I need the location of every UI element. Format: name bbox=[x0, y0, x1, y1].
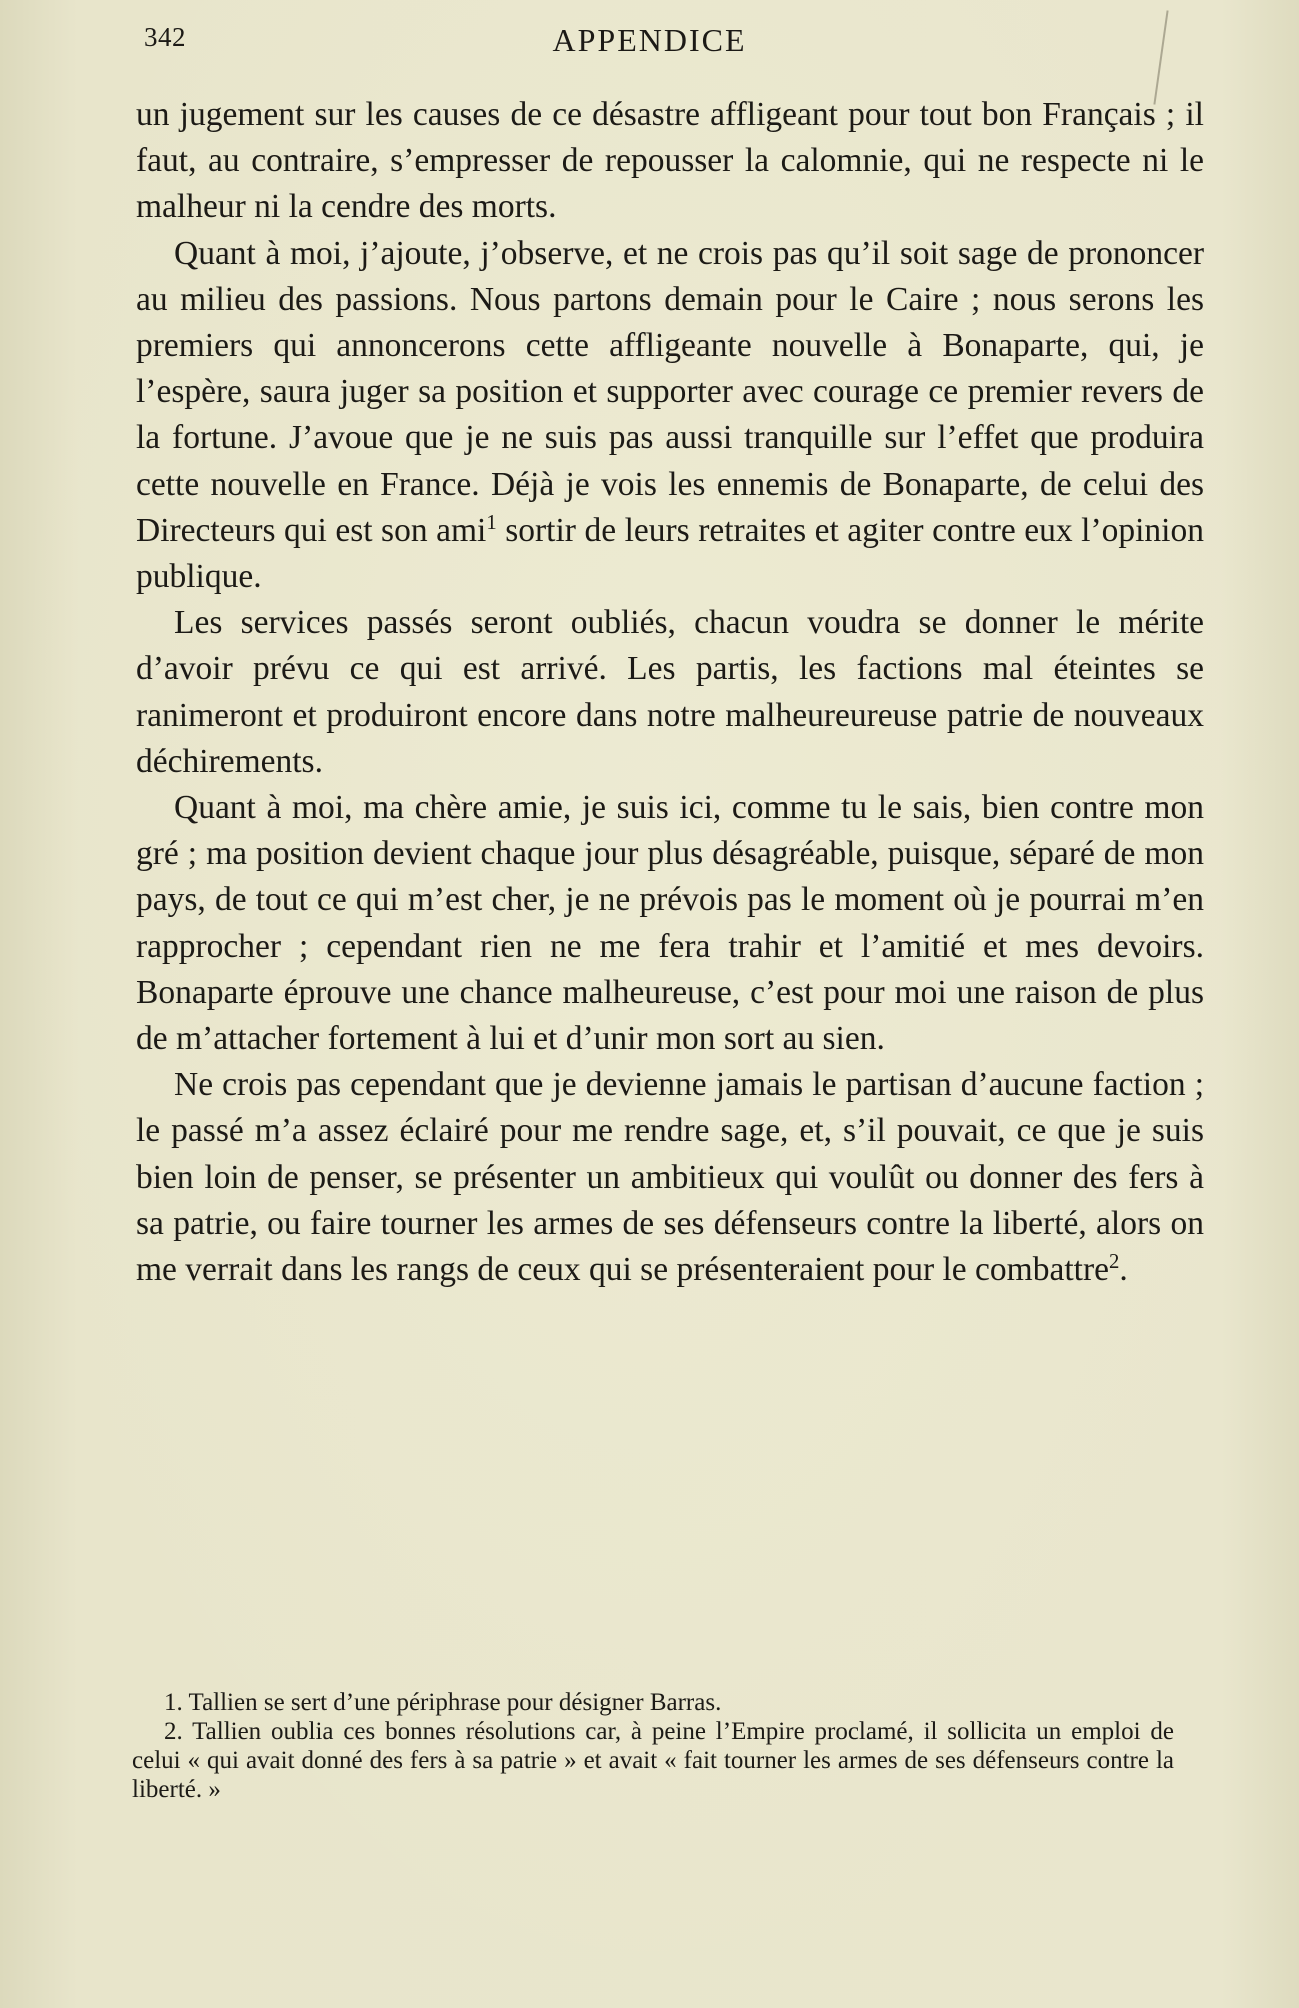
body-text bbox=[136, 92, 1204, 1293]
paragraph-2-text-a: Quant à moi, j’ajoute, j’observe, et ne crois pas qu’il soit sage de prononcer au milieu des passions. Nous partons demain pour le Caire ; nous serons les premiers qui annoncerons cette affligeante nouvelle à Bonaparte, qui, je l’espère, saura juger sa position et supporter avec courage ce premier revers de la fortune. J’avoue que je ne suis pas aussi tranquille sur l’effet que produira cette nouvelle en France. Déjà je vois les ennemis de Bonaparte, de celui des Directeurs qui est son ami bbox=[136, 234, 1204, 549]
footnote-1: 1. Tallien se sert d’une périphrase pour désigner Barras. bbox=[164, 1689, 722, 1716]
paragraph-4: Quant à moi, ma chère amie, je suis ici, comme tu le sais, bien contre mon gré ; ma position devient chaque jour plus désagréable, puisque, séparé de mon pays, de tout ce qui m’est cher, je ne prévois pas le moment où je pourrai m’en rapprocher ; cependant rien ne me fera trahir et l’amitié et mes devoirs. Bonaparte éprouve une chance malheureuse, c’est pour moi une raison de plus de m’attacher fortement à lui et d’unir mon sort au sien. bbox=[136, 789, 1204, 1058]
page-number: 342 bbox=[144, 22, 186, 52]
paragraph-2 bbox=[136, 231, 1204, 601]
running-head: APPENDICE bbox=[552, 22, 747, 58]
paragraph-2-text-b: sortir de leurs retraites et agiter contre eux l’opinion publique. bbox=[136, 511, 1204, 596]
paragraph-3: Les services passés seront oubliés, chacun voudra se donner le mérite d’avoir prévu ce qui est arrivé. Les partis, les factions mal éteintes se ranimeront et produiront encore dans notre malheureureuse patrie de nouveaux déchirements. bbox=[136, 604, 1204, 780]
footnote-2: 2. Tallien oublia ces bonnes résolutions car, à peine l’Empire proclamé, il sollicita un emploi de celui « qui avait donné des fers à sa patrie » et avait « fait tourner les armes de ses défenseurs contre la liberté. » bbox=[132, 1718, 1174, 1803]
footnote-ref-2: 2 bbox=[1108, 1249, 1120, 1273]
footnotes bbox=[132, 1688, 1174, 1804]
paragraph-1: un jugement sur les causes de ce désastre affligeant pour tout bon Français ; il faut, au contraire, s’empresser de repousser la calomnie, qui ne respecte ni le malheur ni la cendre des morts. bbox=[136, 96, 1204, 226]
paragraph-5-text-b: . bbox=[1119, 1251, 1128, 1289]
paragraph-5 bbox=[136, 1062, 1204, 1293]
paragraph-5-text-a: Ne crois pas cependant que je devienne jamais le partisan d’aucune faction ; le passé m’a assez éclairé pour me rendre sage, et, s’il pouvait, ce que je suis bien loin de penser, se présenter un ambitieux qui voulût ou donner des fers à sa patrie, ou faire tourner les armes de ses défenseurs contre la liberté, alors on me verrait dans les rangs de ceux qui se présenteraient pour le combattre bbox=[136, 1066, 1204, 1289]
footnote-ref-1: 1 bbox=[486, 510, 497, 534]
